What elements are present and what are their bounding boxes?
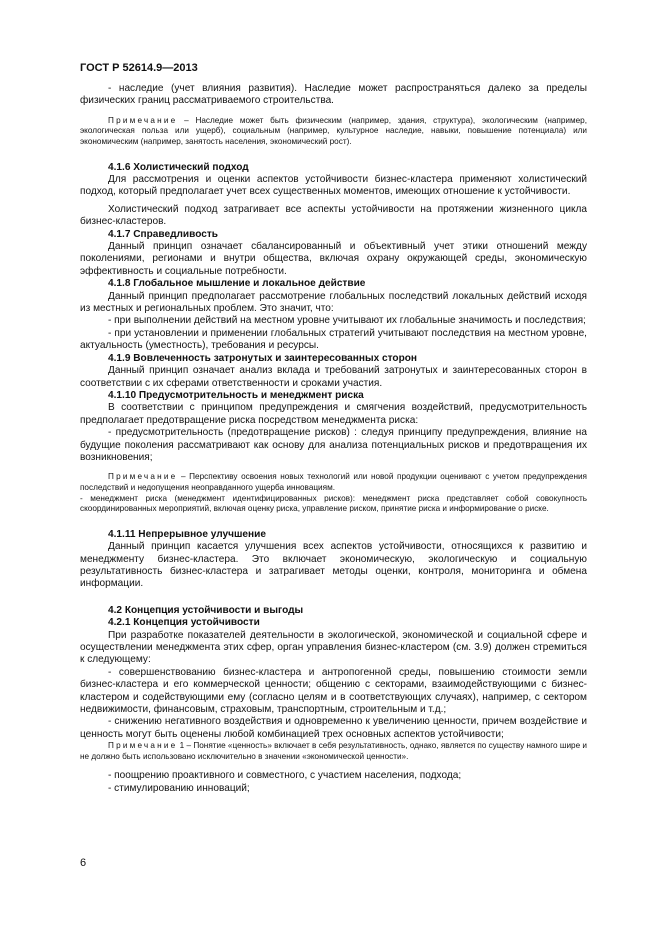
- list-item: - поощрению проактивного и совместного, с участием населения, подхода;: [108, 770, 462, 782]
- section-heading: 4.1.8 Глобальное мышление и локальное действие: [108, 278, 366, 290]
- paragraph: Данный принцип означает сбалансированный и объективный учет этики отношений между поколениями, регионами и внутри общества, включая охрану окружающей среды, экономическую эффективность и социальные потребности.: [80, 241, 587, 277]
- note: [80, 116, 587, 148]
- subsection-heading: 4.2.1 Концепция устойчивости: [108, 617, 260, 629]
- document-header: ГОСТ Р 52614.9—2013: [80, 62, 198, 74]
- note: [80, 472, 587, 493]
- paragraph: Данный принцип означает анализ вклада и требований затронутых и заинтересованных сторон в соответствии с их сферами ответственности и сроками участия.: [80, 365, 587, 389]
- list-item: - снижению негативного воздействия и одновременно к увеличению ценности, причем воздействие и ценность могут быть оценены любой комбинацией трех основных аспектов устойчивости;: [80, 716, 587, 740]
- list-item: - совершенствованию бизнес-кластера и антропогенной среды, повышению стоимости земли бизнес-кластера и его коммерческой ценности; общению с секторами, взаимодействующими с бизнес-кластером и содействующими ему (согласно целям и в соответствующих случаях), например, с сектором недвижимости, финансовым, страховым, транспортным, строительным и т.д.;: [80, 666, 587, 715]
- section-heading: 4.1.7 Справедливость: [108, 228, 218, 240]
- note: [80, 741, 587, 762]
- note-text: 1 – Понятие «ценность» включает в себя результативность, однако, является по существу намного шире и не должно быть использовано исключительно в значении «экономической ценности».: [80, 741, 587, 761]
- note-list-item: - менеджмент риска (менеджмент идентифицированных рисков): менеджмент риска представляет собой совокупность скоординированных мероприятий, включая оценку риска, управление риском, принятие риска и информирование о риске.: [80, 493, 587, 514]
- paragraph: - наследие (учет влияния развития). Наследие может распространяться далеко за пределы физических границ рассматриваемого строительства.: [80, 83, 587, 107]
- paragraph: При разработке показателей деятельности в экологической, экономической и социальной сфере и осуществлении менеджмента этих сфер, орган управления бизнес-кластером (см. 3.9) должен стремиться к следующему:: [80, 629, 587, 666]
- paragraph: В соответствии с принципом предупреждения и смягчения воздействий, предусмотрительность предполагает предотвращение риска посредством менеджмента риска:: [80, 402, 587, 426]
- paragraph: Холистический подход затрагивает все аспекты устойчивости на протяжении жизненного цикла бизнес-кластеров.: [80, 203, 587, 228]
- note-text: – Наследие может быть физическим (например, здания, структура), экологическим (например, экологическая польза или ущерб), социальным (например, культурное наследие, навыки, повышение потенциала) или экономическим (например, занятость населения, экономический рост).: [80, 115, 587, 146]
- note-text: – Перспективу освоения новых технологий или новой продукции оценивают с учетом предупреждения последствий и недопущения неоправданного ущерба инновациям.: [80, 472, 587, 492]
- list-item: - при установлении и применении глобальных стратегий учитывают последствия на местном уровне, актуальность (уместность), требования и ресурсы.: [80, 327, 587, 352]
- note-label: Примечание: [108, 472, 178, 482]
- list-item: - при выполнении действий на местном уровне учитывают их глобальные значимость и последствия;: [108, 315, 586, 327]
- list-item: - предусмотрительность (предотвращение рисков) : следуя принципу предупреждения, влияние на будущие поколения рассматривают как основу для анализа потенциальных рисков и предотвращения их возникновения;: [80, 427, 587, 463]
- paragraph: Данный принцип касается улучшения всех аспектов устойчивости, относящихся к развитию и менеджменту бизнес-кластера. Это включает экономическую, экологическую и социальную результативность бизнес-кластера и затрагивает методы оценки, контроля, мониторинга и обмена информации.: [80, 541, 587, 590]
- note-label: Примечание: [108, 115, 178, 125]
- section-heading: 4.2 Концепция устойчивости и выгоды: [108, 604, 304, 616]
- paragraph: Для рассмотрения и оценки аспектов устойчивости бизнес-кластера применяют холистический подход, который предполагает учет всех существенных моментов, имеющих отношение к устойчивости.: [80, 174, 587, 198]
- section-heading: 4.1.9 Вовлеченность затронутых и заинтересованных сторон: [108, 352, 418, 364]
- paragraph: Данный принцип предполагает рассмотрение глобальных последствий локальных действий исходя из местных и региональных проблем. Это значит, что:: [80, 290, 587, 315]
- section-heading: 4.1.10 Предусмотрительность и менеджмент риска: [108, 389, 364, 401]
- page-body: [80, 83, 587, 795]
- section-heading: 4.1.6 Холистический подход: [108, 161, 249, 173]
- list-item: - стимулированию инноваций;: [108, 782, 250, 794]
- note-label: Примечание: [108, 741, 178, 751]
- section-heading: 4.1.11 Непрерывное улучшение: [108, 528, 266, 540]
- page-number: 6: [80, 857, 87, 869]
